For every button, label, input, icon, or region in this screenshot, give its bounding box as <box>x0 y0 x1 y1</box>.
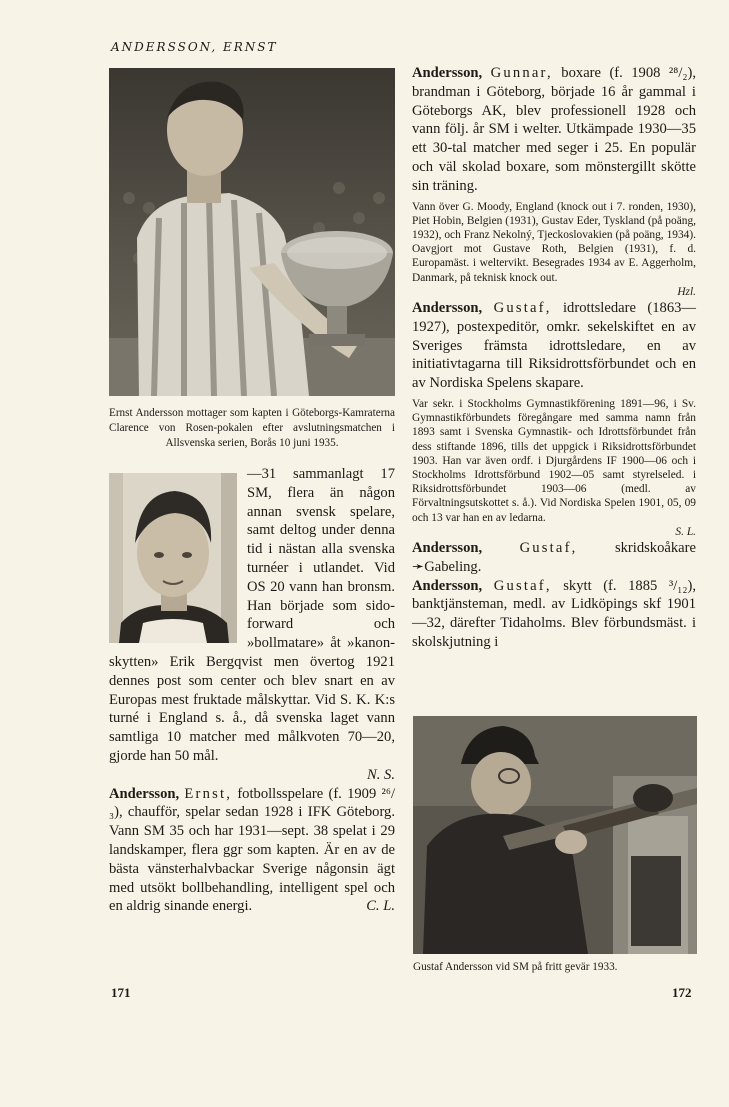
entry-gustaf-details <box>412 397 696 539</box>
continuation-text <box>109 465 395 785</box>
left-column <box>109 68 395 916</box>
signature-sl: S. L. <box>675 525 696 538</box>
photo-gustaf-rifle <box>413 716 697 954</box>
entry-gunnar <box>412 64 696 196</box>
continuation-body: —31 sammanlagt 17 SM, flera än någon annan svensk spelare, samt deltog under denna tid i nästan alla svenska turnéer i utlandet. Vid OS 20 vann han bronsm. Han började som sido-forward och »bollmatare» åt »kanon-skytten» Erik Bergqvist men övertog 1921 dennes post som center och blev snart en av Europas mest fruktade målskyttar. Vid S. K. K:s turné i England s. å., då svenska laget vann samtliga 10 matcher med målkvoten 70—20, gjorde han 50 mål. <box>109 466 395 764</box>
signature-hzl: Hzl. <box>677 285 696 298</box>
photo-caption-left: Ernst Andersson mottager som kapten i Göteborgs-Kamraterna Clarence von Rosen-pokalen efter avslutningsmatchen i Allsvenska serien, Borås 10 juni 1935. <box>109 407 395 449</box>
entry-ernst <box>109 785 395 916</box>
entry-gustaf-skridsko <box>412 539 696 577</box>
page-number-right: 172 <box>672 985 692 1000</box>
entry-gustaf-skytt <box>412 577 696 652</box>
first-name: Gustaf, <box>519 540 578 557</box>
entry-gustaf-idrottsledare <box>412 299 696 393</box>
running-head: ANDERSSON, ERNST <box>111 40 278 54</box>
entry-text: fotbollsspelare (f. 1909 ²⁶/₃), chaufför, spelar sedan 1928 i IFK Göteborg. Vann SM 35 och har 1931—sept. 38 spelat i 29 landskamper, flera ggr som kapten. Är en av de bästa vänsterhalvbackar Sverige någonsin ägt med utsökt bollbehandling, intelligent spel och en aldrig sinande energi. <box>109 785 396 915</box>
photo-ernst-trophy <box>109 68 395 396</box>
headword: Andersson, <box>412 300 483 316</box>
entry-text: idrottsledare (1863—1927), postexpeditör, omkr. sekelskiftet en av Sveriges främsta idrottsledare, en av initiativtagarna till Riksidrottsförbundet och en av Nordiska Spelens skapare. <box>412 300 697 392</box>
headword: Andersson, <box>412 577 483 594</box>
entry-text: skridskoåkare ➛Gabeling. <box>412 540 696 575</box>
entry-small-text: Vann över G. Moody, England (knock out i 7. ronden, 1930), Piet Hobin, Belgien (1931), Gustav Eder, Tyskland (på poäng, 1932), och Franz Nekolný, Tjeckoslovakien (på poäng, 1934). Oavgjort mot Gustave Roth, Belgien (1931), f. d. Europamäst. i weltervikt. Besegrades 1934 av E. Aggerholm, Danmark, på teknisk knock out. <box>412 200 696 284</box>
signature-cl: C. L. <box>366 898 395 915</box>
entry-text: skytt (f. 1885 ³/₁₂), banktjänsteman, medl. av Lidköpings skf 1901—32, därefter Tidaholms. Blev förbundsmäst. i skolskjutning i <box>412 577 696 650</box>
page-number-left: 171 <box>111 985 131 1000</box>
photo-caption-right: Gustaf Andersson vid SM på fritt gevär 1933. <box>413 961 618 973</box>
entry-text: boxare (f. 1908 ²⁸/₂), brandman i Göteborg, började 16 år gammal i Göteborgs AK, blev professionell 1928 och vann följ. år SM i welter. Utkämpade 1930—35 ett 30-tal matcher med seger i 25. En populär och väl skolad boxare, som mönstergillt skötte sin träning. <box>412 65 696 194</box>
right-photo-block <box>413 716 697 975</box>
entry-gunnar-details <box>412 200 696 299</box>
headword: Andersson, <box>412 540 483 557</box>
signature-ns: N. S. <box>367 766 395 783</box>
entry-small-text: Var sekr. i Stockholms Gymnastikförening 1891—96, i Sv. Gymnastikförbundets föregångare med samma namn från 1893 samt i Svenska Gymnastik- och Idrottsförbundet från dess stiftande 1896, tills det uppgick i Riksidrottsförbundet 1903. Han var även ordf. i Djurgårdens IF 1900—06 och i Stockholms Idrottsförbund 1902—05 samt styrelseled. i Riksidrottsförbundet 1903—06 (medl. av Förvaltningsutskottet s. å.). Vid Nordiska Spelen 1901, 05, 09 och 13 var han en av ledarna. <box>412 397 696 524</box>
first-name: Ernst, <box>184 785 233 802</box>
right-column <box>412 64 696 652</box>
portrait-photo <box>109 473 237 643</box>
headword: Andersson, <box>412 65 483 81</box>
first-name: Gustaf, <box>493 577 552 594</box>
first-name: Gustaf, <box>493 300 552 316</box>
headword: Andersson, <box>109 785 180 802</box>
first-name: Gunnar, <box>490 65 553 81</box>
